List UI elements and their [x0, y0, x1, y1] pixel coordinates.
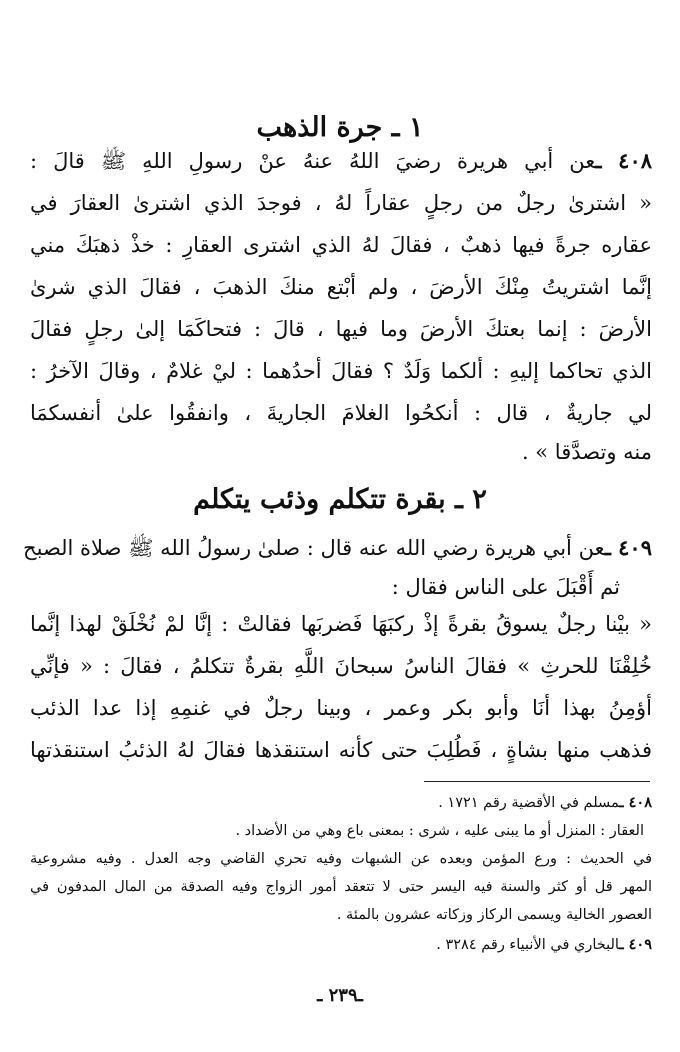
hadith-408-line-4: إنَّما اشتريتُ مِنْكَ الأرضَ ، ولم أبْتع منكَ الذهبَ ، فقالَ الذي شرىٰ — [30, 275, 652, 299]
hadith-408-line-6: الذي تحاكما إليهِ : ألكما وَلَدٌ ؟ فقالَ أحدُهما : ليْ غلامٌ ، وقالَ الآخرُ : — [30, 359, 652, 383]
footnote-409: ٤٠٩ ـالبخاري في الأنبياء رقم ٣٢٨٤ . — [436, 936, 652, 953]
hadith-409-line-1: ٤٠٩ ـعن أبي هريرة رضي الله عنه قال : صلىٰ رسولُ الله ﷺ صلاة الصبح — [23, 535, 652, 560]
hadith-409-line-2: ثم أَقْبَلَ على الناس فقال : — [391, 575, 620, 599]
page-number: ـ٢٣٩ ـ — [317, 985, 363, 1006]
footnote-line: المهر قل أو كثر والسنة فيه اليسر حتى لا تتعقد أمور الزواج وفيه الصدقة من المال المدفون في — [30, 879, 652, 895]
hadith-408-line-5: الأرضَ : إنما بعتكَ الأرضَ وما فيها ، قالَ : فتحاكَمَا إلىٰ رجلٍ فقالَ — [30, 317, 652, 341]
hadith-409-line-5: أؤمِنُ بهذا أنَا وأبو بكر وعمر ، وبينا رجلٌ في غنمِهِ إذا عدا الذئب — [30, 696, 653, 720]
hadith-408-line-7: لي جاريةٌ ، قال : أنكحُوا الغلامَ الجاريةَ ، وانفقُوا علىٰ أنفسكمَا — [30, 401, 652, 425]
footnote-number-409: ٤٠٩ ـ — [619, 936, 652, 953]
footnote-line: في الحديث : ورع المؤمن وبعده عن الشبهات وفيه تحري القاضي وجه العدل . وفيه مشروعية — [30, 851, 652, 867]
section-title-2: ٢ ـ بقرة تتكلم وذئب يتكلم — [193, 484, 487, 515]
section-title-1: ١ ـ جرة الذهب — [256, 112, 424, 143]
hadith-408-line-8: منه وتصدَّقا » . — [521, 440, 652, 464]
hadith-408-line-3: عقاره جرةً فيها ذهبٌ ، فقالَ لهُ الذي اشترى العقارِ : خذْ ذهبَكَ مني — [30, 233, 652, 257]
footnote-line: العصور الخالية ويسمى الركاز وزكاته عشرون بالمئة . — [336, 907, 652, 923]
hadith-number-409: ٤٠٩ ـ — [604, 535, 652, 560]
hadith-409-line-3: « بيْنا رجلٌ يسوقُ بقرةً إذْ ركبَهَا فَضربَها فقالتْ : إنَّا لمْ نُخْلَقْ لهذا إنَّما — [30, 612, 652, 636]
hadith-408-line-1: ٤٠٨ ـعن أبي هريرة رضيَ اللهُ عنهُ عنْ رسولِ اللهِ ﷺ قالَ : — [30, 148, 653, 173]
hadith-409-line-4: خُلِقْنَا للحرثِ » فقالَ الناسُ سبحانَ اللَّهِ بقرةٌ تتكلمُ ، فقالَ : « فإنِّي — [30, 654, 652, 678]
footnote-number-408: ٤٠٨ ـ — [619, 794, 652, 811]
footnote-line: العقار : المنزل أو ما يبنى عليه ، شرى : بمعنى باع وهي من الأضداد . — [235, 823, 644, 839]
hadith-408-line-2: « اشترىٰ رجلٌ من رجلٍ عقاراً لهُ ، فوجدَ الذي اشترىٰ العقارَ في — [30, 191, 652, 215]
footnote-408: ٤٠٨ ـمسلم في الأقضية رقم ١٧٢١ . — [438, 794, 652, 811]
footnote-separator — [424, 781, 650, 782]
hadith-number-408: ٤٠٨ ـ — [595, 148, 653, 173]
hadith-409-line-6: فذهب منها بشاةٍ ، فَطُلِبَ حتى كأنه استنقذها فقالَ لهُ الذئبُ استنقذتها — [30, 738, 652, 762]
